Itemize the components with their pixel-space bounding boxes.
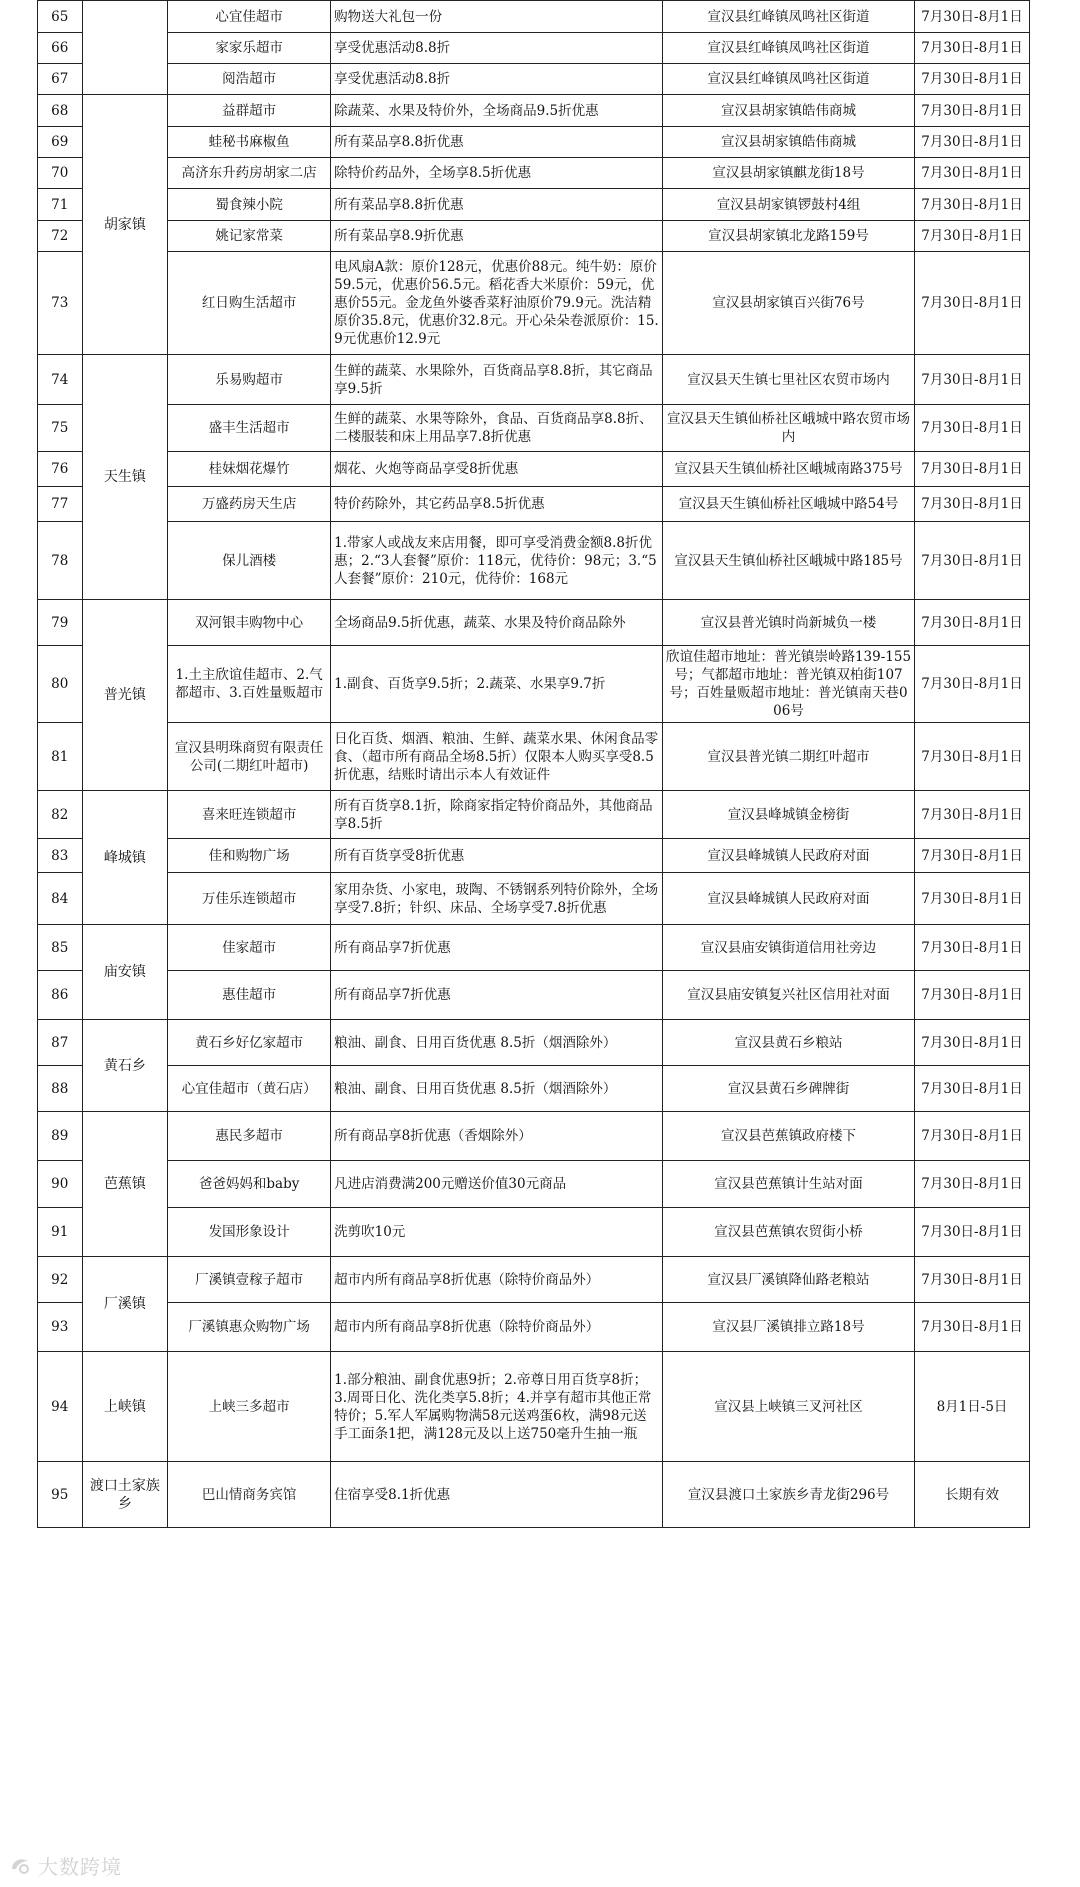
table-row: [38, 452, 1030, 487]
store-address: 宣汉县黄石乡粮站: [662, 1020, 914, 1066]
table-row: [38, 355, 1030, 405]
store-address: 宣汉县天生镇仙桥社区峨城中路农贸市场内: [662, 405, 914, 452]
row-number: 93: [38, 1303, 83, 1352]
table-row: [38, 487, 1030, 522]
offer-text: 所有菜品享8.8折优惠: [331, 127, 663, 158]
date-range: 7月30日-8月1日: [915, 646, 1030, 723]
town-cell-hongfeng: [82, 1, 168, 95]
date-range: 7月30日-8月1日: [915, 189, 1030, 221]
store-address: 欣谊佳超市地址：普光镇崇岭路139-155号；气都超市地址：普光镇双柏街107号；百姓量贩超市地址：普光镇南天巷006号: [662, 646, 914, 723]
date-range: 7月30日-8月1日: [915, 405, 1030, 452]
offer-text: 粮油、副食、日用百货优惠 8.5折（烟酒除外）: [331, 1020, 663, 1066]
date-range: 7月30日-8月1日: [915, 1066, 1030, 1112]
offer-text: 1.部分粮油、副食优惠9折；2.帝尊日用百货享8折；3.周哥日化、洗化类享5.8折；4.并享有超市其他正常特价；5.军人军属购物满58元送鸡蛋6枚，满98元送手工面条1把，满128元及以上送750毫升生抽一瓶: [331, 1352, 663, 1462]
store-name: 厂溪镇壹稼子超市: [168, 1257, 331, 1303]
date-range: 7月30日-8月1日: [915, 64, 1030, 95]
store-name: 1.土主欣谊佳超市、2.气都超市、3.百姓量贩超市: [168, 646, 331, 723]
store-name: 发国形象设计: [168, 1208, 331, 1257]
town-cell-shangxia: 上峡镇: [82, 1352, 168, 1462]
offer-text: 特价药除外，其它药品享8.5折优惠: [331, 487, 663, 522]
offer-text: 享受优惠活动8.8折: [331, 64, 663, 95]
offer-text: 住宿享受8.1折优惠: [331, 1462, 663, 1528]
date-range: 8月1日-5日: [915, 1352, 1030, 1462]
store-name: 厂溪镇惠众购物广场: [168, 1303, 331, 1352]
table-row: [38, 1, 1030, 33]
store-name: 黄石乡好亿家超市: [168, 1020, 331, 1066]
store-address: 宣汉县胡家镇麒龙街18号: [662, 158, 914, 189]
date-range: 7月30日-8月1日: [915, 452, 1030, 487]
store-address: 宣汉县胡家镇北龙路159号: [662, 221, 914, 252]
offer-text: 生鲜的蔬菜、水果等除外，食品、百货商品享8.8折、二楼服装和床上用品享7.8折优惠: [331, 405, 663, 452]
table-row: [38, 839, 1030, 873]
date-range: 7月30日-8月1日: [915, 487, 1030, 522]
table-row: [38, 1112, 1030, 1161]
date-range: 7月30日-8月1日: [915, 1020, 1030, 1066]
store-name: 姚记家常菜: [168, 221, 331, 252]
table-row: [38, 1462, 1030, 1528]
store-address: 宣汉县庙安镇街道信用社旁边: [662, 925, 914, 971]
row-number: 83: [38, 839, 83, 873]
store-address: 宣汉县厂溪镇降仙路老粮站: [662, 1257, 914, 1303]
row-number: 74: [38, 355, 83, 405]
store-address: 宣汉县红峰镇凤鸣社区街道: [662, 64, 914, 95]
store-name: 佳家超市: [168, 925, 331, 971]
store-name: 双河银丰购物中心: [168, 600, 331, 646]
table-row: [38, 1303, 1030, 1352]
store-name: 喜来旺连锁超市: [168, 791, 331, 839]
watermark-text: 大数跨境: [38, 1854, 122, 1879]
row-number: 88: [38, 1066, 83, 1112]
store-name: 盛丰生活超市: [168, 405, 331, 452]
store-address: 宣汉县芭蕉镇计生站对面: [662, 1161, 914, 1208]
store-address: 宣汉县普光镇时尚新城负一楼: [662, 600, 914, 646]
date-range: 7月30日-8月1日: [915, 971, 1030, 1020]
date-range: 7月30日-8月1日: [915, 1257, 1030, 1303]
store-address: 宣汉县厂溪镇排立路18号: [662, 1303, 914, 1352]
date-range: 7月30日-8月1日: [915, 127, 1030, 158]
store-address: 宣汉县胡家镇锣鼓村4组: [662, 189, 914, 221]
offer-text: 1.带家人或战友来店用餐，即可享受消费金额8.8折优惠；2.“3人套餐”原价：118元，优待价：98元；3.“5人套餐”原价：210元，优待价：168元: [331, 522, 663, 600]
town-cell-fengcheng: 峰城镇: [82, 791, 168, 925]
store-name: 心宜佳超市: [168, 1, 331, 33]
table-row: [38, 33, 1030, 64]
town-cell-tiansheng: 天生镇: [82, 355, 168, 600]
town-cell-huangshi: 黄石乡: [82, 1020, 168, 1112]
row-number: 87: [38, 1020, 83, 1066]
table-row: [38, 791, 1030, 839]
table-row: [38, 158, 1030, 189]
offer-text: 生鲜的蔬菜、水果除外，百货商品享8.8折，其它商品享9.5折: [331, 355, 663, 405]
row-number: 68: [38, 95, 83, 127]
offer-text: 所有商品享7折优惠: [331, 971, 663, 1020]
store-address: 宣汉县渡口土家族乡青龙街296号: [662, 1462, 914, 1528]
date-range: 7月30日-8月1日: [915, 1, 1030, 33]
table-row: [38, 95, 1030, 127]
store-name: 高济东升药房胡家二店: [168, 158, 331, 189]
row-number: 86: [38, 971, 83, 1020]
table-row: [38, 522, 1030, 600]
date-range: 7月30日-8月1日: [915, 158, 1030, 189]
table-row: [38, 925, 1030, 971]
date-range: 7月30日-8月1日: [915, 723, 1030, 791]
table-row: [38, 1066, 1030, 1112]
offer-text: 全场商品9.5折优惠，蔬菜、水果及特价商品除外: [331, 600, 663, 646]
date-range: 7月30日-8月1日: [915, 221, 1030, 252]
store-address: 宣汉县天生镇仙桥社区峨城中路54号: [662, 487, 914, 522]
offer-text: 超市内所有商品享8折优惠（除特价商品外）: [331, 1257, 663, 1303]
offer-text: 日化百货、烟酒、粮油、生鲜、蔬菜水果、休闲食品零食、（超市所有商品全场8.5折）仅限本人购买享受8.5折优惠，结账时请出示本人有效证件: [331, 723, 663, 791]
table-row: [38, 221, 1030, 252]
row-number: 94: [38, 1352, 83, 1462]
town-cell-dukou: 渡口土家族乡: [82, 1462, 168, 1528]
row-number: 70: [38, 158, 83, 189]
table-row: [38, 1020, 1030, 1066]
store-name: 蜀食辣小院: [168, 189, 331, 221]
store-name: 巴山情商务宾馆: [168, 1462, 331, 1528]
table-row: [38, 1352, 1030, 1462]
table-row: [38, 189, 1030, 221]
store-name: 蛙秘书麻椒鱼: [168, 127, 331, 158]
table-row: [38, 600, 1030, 646]
offer-text: 所有百货享受8折优惠: [331, 839, 663, 873]
store-name: 桂妹烟花爆竹: [168, 452, 331, 487]
row-number: 92: [38, 1257, 83, 1303]
store-name: 益群超市: [168, 95, 331, 127]
date-range: 长期有效: [915, 1462, 1030, 1528]
date-range: 7月30日-8月1日: [915, 1112, 1030, 1161]
store-address: 宣汉县芭蕉镇农贸街小桥: [662, 1208, 914, 1257]
store-address: 宣汉县普光镇二期红叶超市: [662, 723, 914, 791]
table-row: [38, 252, 1030, 355]
row-number: 75: [38, 405, 83, 452]
offer-text: 烟花、火炮等商品享受8折优惠: [331, 452, 663, 487]
row-number: 71: [38, 189, 83, 221]
offer-text: 除蔬菜、水果及特价外，全场商品9.5折优惠: [331, 95, 663, 127]
offer-text: 所有百货享8.1折，除商家指定特价商品外，其他商品享8.5折: [331, 791, 663, 839]
row-number: 77: [38, 487, 83, 522]
store-address: 宣汉县庙安镇复兴社区信用社对面: [662, 971, 914, 1020]
row-number: 81: [38, 723, 83, 791]
store-name: 上峡三多超市: [168, 1352, 331, 1462]
store-address: 宣汉县上峡镇三叉河社区: [662, 1352, 914, 1462]
store-name: 阅浩超市: [168, 64, 331, 95]
table-row: [38, 1257, 1030, 1303]
row-number: 80: [38, 646, 83, 723]
store-address: 宣汉县天生镇七里社区农贸市场内: [662, 355, 914, 405]
table-row: [38, 1161, 1030, 1208]
offer-text: 电风扇A款：原价128元，优惠价88元。纯牛奶：原价59.5元，优惠价56.5元。稻花香大米原价：59元，优惠价55元。金龙鱼外婆香菜籽油原价79.9元。洗洁精原价35.8元，优惠价32.8元。开心朵朵卷派原价：15.9元优惠价12.9元: [331, 252, 663, 355]
offer-text: 所有商品享7折优惠: [331, 925, 663, 971]
table-row: [38, 646, 1030, 723]
date-range: 7月30日-8月1日: [915, 95, 1030, 127]
store-address: 宣汉县黄石乡碑牌街: [662, 1066, 914, 1112]
offer-text: 购物送大礼包一份: [331, 1, 663, 33]
offer-text: 超市内所有商品享8折优惠（除特价商品外）: [331, 1303, 663, 1352]
store-address: 宣汉县红峰镇凤鸣社区街道: [662, 1, 914, 33]
store-address: 宣汉县峰城镇人民政府对面: [662, 873, 914, 925]
store-name: 惠佳超市: [168, 971, 331, 1020]
date-range: 7月30日-8月1日: [915, 1161, 1030, 1208]
store-address: 宣汉县胡家镇皓伟商城: [662, 95, 914, 127]
row-number: 91: [38, 1208, 83, 1257]
store-address: 宣汉县胡家镇皓伟商城: [662, 127, 914, 158]
store-name: 红日购生活超市: [168, 252, 331, 355]
row-number: 90: [38, 1161, 83, 1208]
offer-text: 所有商品享8折优惠（香烟除外）: [331, 1112, 663, 1161]
row-number: 89: [38, 1112, 83, 1161]
discount-merchant-table: [37, 0, 1030, 1528]
table-row: [38, 127, 1030, 158]
row-number: 85: [38, 925, 83, 971]
row-number: 69: [38, 127, 83, 158]
store-name: 宣汉县明珠商贸有限责任公司(二期红叶超市): [168, 723, 331, 791]
date-range: 7月30日-8月1日: [915, 1303, 1030, 1352]
table-row: [38, 723, 1030, 791]
row-number: 73: [38, 252, 83, 355]
row-number: 76: [38, 452, 83, 487]
row-number: 78: [38, 522, 83, 600]
offer-text: 家用杂货、小家电，玻陶、不锈钢系列特价除外，全场 享受7.8折；针织、床品、全场享受7.8折优惠: [331, 873, 663, 925]
row-number: 95: [38, 1462, 83, 1528]
store-name: 万盛药房天生店: [168, 487, 331, 522]
row-number: 84: [38, 873, 83, 925]
offer-text: 1.副食、百货享9.5折；2.蔬菜、水果享9.7折: [331, 646, 663, 723]
town-cell-changxi: 厂溪镇: [82, 1257, 168, 1352]
store-address: 宣汉县天生镇仙桥社区峨城中路185号: [662, 522, 914, 600]
store-address: 宣汉县胡家镇百兴街76号: [662, 252, 914, 355]
date-range: 7月30日-8月1日: [915, 522, 1030, 600]
store-address: 宣汉县天生镇仙桥社区峨城南路375号: [662, 452, 914, 487]
store-name: 乐易购超市: [168, 355, 331, 405]
offer-text: 凡进店消费满200元赠送价值30元商品: [331, 1161, 663, 1208]
town-cell-bajiao: 芭蕉镇: [82, 1112, 168, 1257]
table-row: [38, 873, 1030, 925]
store-name: 保儿酒楼: [168, 522, 331, 600]
row-number: 67: [38, 64, 83, 95]
store-address: 宣汉县红峰镇凤鸣社区街道: [662, 33, 914, 64]
town-cell-hujia: 胡家镇: [82, 95, 168, 355]
offer-text: 洗剪吹10元: [331, 1208, 663, 1257]
table-row: [38, 971, 1030, 1020]
offer-text: 所有菜品享8.9折优惠: [331, 221, 663, 252]
row-number: 66: [38, 33, 83, 64]
date-range: 7月30日-8月1日: [915, 791, 1030, 839]
store-name: 家家乐超市: [168, 33, 331, 64]
store-name: 心宜佳超市（黄石店）: [168, 1066, 331, 1112]
store-address: 宣汉县峰城镇人民政府对面: [662, 839, 914, 873]
store-name: 爸爸妈妈和baby: [168, 1161, 331, 1208]
offer-text: 所有菜品享8.8折优惠: [331, 189, 663, 221]
date-range: 7月30日-8月1日: [915, 873, 1030, 925]
offer-text: 粮油、副食、日用百货优惠 8.5折（烟酒除外）: [331, 1066, 663, 1112]
town-cell-puguang: 普光镇: [82, 600, 168, 791]
table-row: [38, 405, 1030, 452]
date-range: 7月30日-8月1日: [915, 355, 1030, 405]
store-name: 惠民多超市: [168, 1112, 331, 1161]
store-address: 宣汉县峰城镇金榜街: [662, 791, 914, 839]
row-number: 72: [38, 221, 83, 252]
row-number: 65: [38, 1, 83, 33]
store-name: 佳和购物广场: [168, 839, 331, 873]
table-row: [38, 1208, 1030, 1257]
date-range: 7月30日-8月1日: [915, 33, 1030, 64]
date-range: 7月30日-8月1日: [915, 839, 1030, 873]
logo-mark-icon: [8, 1853, 32, 1877]
date-range: 7月30日-8月1日: [915, 925, 1030, 971]
date-range: 7月30日-8月1日: [915, 252, 1030, 355]
table-row: [38, 64, 1030, 95]
date-range: 7月30日-8月1日: [915, 1208, 1030, 1257]
town-cell-miaoan: 庙安镇: [82, 925, 168, 1020]
offer-text: 除特价药品外，全场享8.5折优惠: [331, 158, 663, 189]
row-number: 82: [38, 791, 83, 839]
store-address: 宣汉县芭蕉镇政府楼下: [662, 1112, 914, 1161]
offer-text: 享受优惠活动8.8折: [331, 33, 663, 64]
date-range: 7月30日-8月1日: [915, 600, 1030, 646]
watermark: [8, 1850, 122, 1880]
row-number: 79: [38, 600, 83, 646]
store-name: 万佳乐连锁超市: [168, 873, 331, 925]
